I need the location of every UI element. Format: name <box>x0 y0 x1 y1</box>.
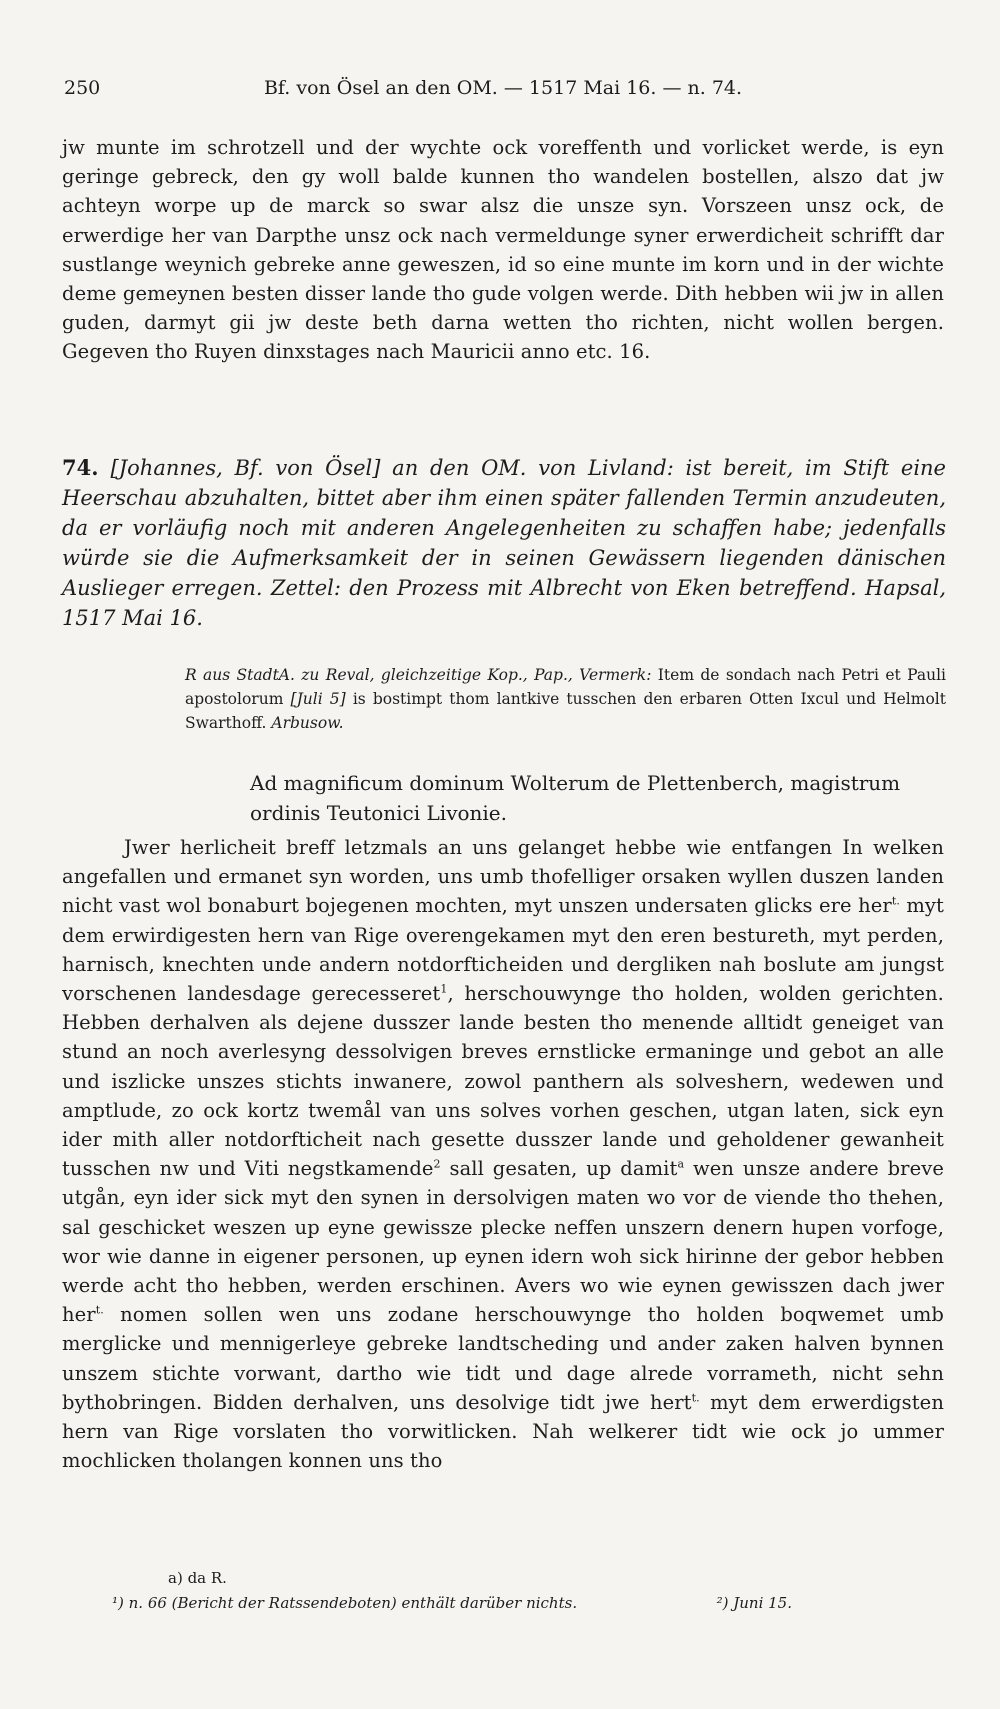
footnotes <box>112 1566 932 1616</box>
page-header <box>64 77 942 105</box>
source-editor: Arbusow. <box>271 714 344 732</box>
letter-text-6: nomen sollen wen uns zodane herschouwynge tho holden boqwemet umb merglicke und mennigerleye gebreke landtscheding und ander zaken halven bynnen unszem stichte vorwant, dartho wie tidt und dage alrede vorrameth, nicht sehn bythobringen. Bidden derhalven, uns desolvige tidt jwe hert <box>62 1303 944 1414</box>
footnote-row <box>112 1591 932 1616</box>
address-line-2: ordinis Teutonici Livonie. <box>250 801 508 825</box>
letter-text-5: wen unsze andere breve utgån, eyn ider sick myt den synen in dersolvigen maten wo vor de viende tho thehen, sal geschicket weszen up eyne gewissze plecke neffen unszern denern hupen vorfoge, wor wie danne in eigener personen, up eynen idern woh sick hirinne der gebor hebben werde acht tho hebben, werden erschinen. Avers wo wie eynen gewisszen dach jwer her <box>62 1157 945 1327</box>
entry-number: 74. <box>62 455 99 480</box>
footnote-2: ²) Juni 15. <box>716 1594 792 1612</box>
footnote-ref-1: 1 <box>440 982 448 996</box>
entry-summary-text: [Johannes, Bf. von Ösel] an den OM. von Livland: ist bereit, im Stift eine Heerschau abzuhalten, bittet aber ihm einen später fallenden Termin anzudeuten, da er vorläufig noch mit anderen Angelegenheiten zu schaffen habe; jedenfalls würde sie die Aufmerksamkeit der in seinen Gewässern liegenden dänischen Auslieger erregen. Zettel: den Prozess mit Albrecht von Eken betreffend. Hapsal, 1517 Mai 16. <box>62 456 946 630</box>
footnote-ref-a: a <box>677 1157 685 1171</box>
source-date: [Juli 5] <box>290 690 346 708</box>
continuation-paragraph <box>62 133 944 367</box>
letter-text-3: , herschouwynge tho holden, wolden gerichten. Hebben derhalven als dejene dusszer lande besten tho menende alltidt geneiget van stund an noch averlesyng dessolvigen breves ernstlicke ermaninge und gebot an alle und iszlicke unszes stichts inwanere, zowol panthern als solveshern, wedewen und amptlude, zo ock kortz twemål van uns solves vorhen geschen, utgan laten, sick eyn ider mith aller notdorfticheit nach gesette dusszer lande und geholdener gewanheit tusschen nw und Viti negstkamende <box>62 982 944 1181</box>
source-text-1: Item de sondach nach Petri et Pauli apostolorum <box>185 666 946 708</box>
letter-body <box>62 833 944 1475</box>
page-number: 250 <box>64 77 101 99</box>
superscript-6: t. <box>691 1391 700 1405</box>
letter-text-2: myt dem erwirdigesten hern van Rige overengekamen myt den eren bestureth, myt perden, harnisch, knechten unde andern notdorfticheiden und dergliken nah boslute am jungst vorschenen landesdage gerecesseret <box>62 894 944 1006</box>
footnote-a: a) da R. <box>168 1569 227 1587</box>
superscript-1: t. <box>891 894 900 908</box>
continuation-text: jw munte im schrotzell und der wychte ock voreffenth und vorlicket werde, is eyn geringe gebreck, den gy woll balde kunnen tho wandelen bostellen, alszo dat jw achteyn worpe up de marck so swar alsz die unsze syn. Vorszeen unsz ock, de erwerdige her van Darpthe unsz ock nach vermeldunge syner erwerdicheit schrifft dar sustlange weynich gebreke anne geweszen, id so eine munte im korn und in der wichte deme gemeynen besten disser lande tho gude volgen werde. Dith hebben wii jw in allen guden, darmyt gii jw deste beth darna wetten tho richten, nicht wollen bergen. Gegeven tho Ruyen dinxstages nach Mauricii anno etc. 16. <box>62 136 944 364</box>
address-line-1: Ad magnificum dominum Wolterum de Plettenberch, magistrum <box>250 771 901 795</box>
letter-text-1: Jwer herlicheit breff letzmals an uns gelanget hebbe wie entfangen In welken angefallen und ermanet syn worden, uns umb thofelliger orsaken wyllen duszen landen nicht vast wol bonaburt bojegenen mochten, myt unszen undersaten glicks ere her <box>62 836 944 918</box>
running-head: Bf. von Ösel an den OM. — 1517 Mai 16. — n. 74. <box>263 77 743 99</box>
footnote-1: ¹) n. 66 (Bericht der Ratssendeboten) enthält darüber nichts. <box>112 1594 578 1612</box>
letter-text-7: myt dem erwerdigsten hern van Rige vorslaten tho vorwitlicken. Nah welkerer tidt wie ock jo ummer mochlicken tholangen konnen uns tho <box>62 1390 944 1473</box>
source-note <box>185 663 946 735</box>
source-text-2: is bostimpt thom lantkive tusschen den erbaren Otten Ixcul und Helmolt Swarthoff. <box>185 690 946 732</box>
footnote-ref-2: 2 <box>433 1157 441 1171</box>
letter-address <box>250 768 946 828</box>
source-prefix: R aus StadtA. zu Reval, gleichzeitige Kop., Pap., Vermerk: <box>185 666 652 684</box>
entry-summary <box>62 453 946 633</box>
document-page <box>52 0 952 1709</box>
letter-paragraph <box>62 833 944 1475</box>
letter-text-4: sall gesaten, up damit <box>440 1157 678 1181</box>
superscript-5: t. <box>95 1303 104 1317</box>
